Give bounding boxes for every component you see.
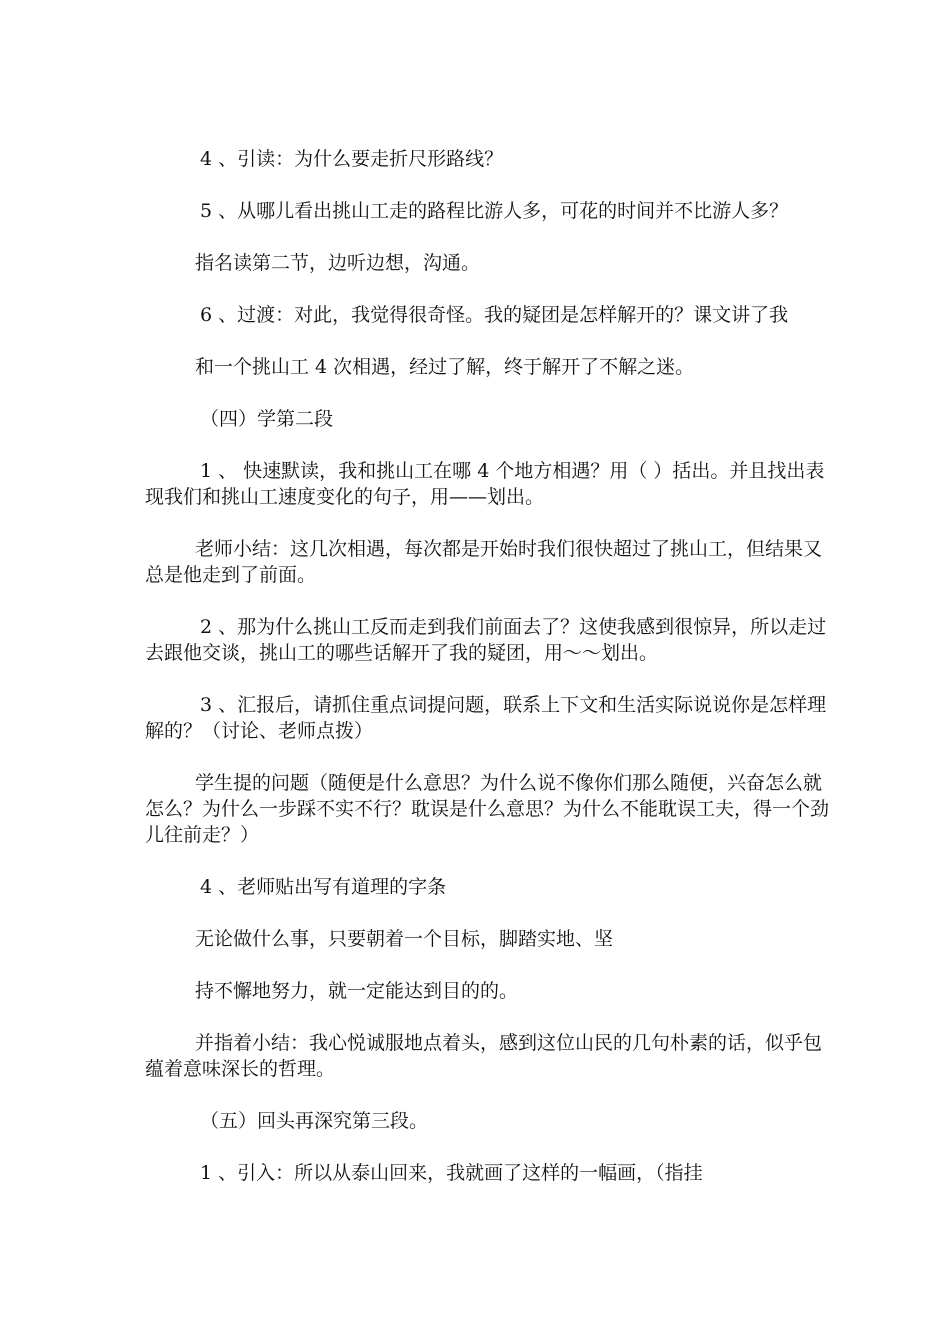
paragraph-step-3: 3 、汇报后，请抓住重点词提问题，联系上下文和生活实际说说你是怎样理解的？（讨论、老师点拨）: [145, 694, 827, 742]
paragraph-question-5: 5 、从哪儿看出挑山工走的路程比游人多，可花的时间并不比游人多？: [200, 200, 789, 222]
paragraph-question-4: 4 、引读：为什么要走折尺形路线？: [200, 148, 504, 170]
paragraph-step-4: 4 、老师贴出写有道理的字条: [200, 876, 447, 898]
paragraph-step-1: 1 、 快速默读，我和挑山工在哪 4 个地方相遇？用（ ）括出。并且找出表现我们和挑山工速度变化的句子，用——划出。: [145, 460, 825, 508]
section-heading-5: （五）回头再深究第三段。: [200, 1110, 429, 1132]
paragraph-teacher-summary: 老师小结：这几次相遇，每次都是开始时我们很快超过了挑山工，但结果又总是他走到了前面。: [145, 538, 823, 586]
paragraph-principle-line-1: 无论做什么事，只要朝着一个目标，脚踏实地、坚: [195, 928, 614, 950]
paragraph-student-questions: 学生提的问题（随便是什么意思？为什么说不像你们那么随便，兴奋怎么就怎么？为什么一步踩不实不行？耽误是什么意思？为什么不能耽误工夫，得一个劲儿往前走？）: [145, 772, 830, 846]
paragraph-principle-line-2: 持不懈地努力，就一定能达到目的的。: [195, 980, 519, 1002]
paragraph-step-2: 2 、那为什么挑山工反而走到我们前面去了？这使我感到很惊异，所以走过去跟他交谈，挑山工的哪些话解开了我的疑团，用～～划出。: [145, 616, 827, 664]
paragraph-transition-6: 6 、过渡：对此，我觉得很奇怪。我的疑团是怎样解开的？课文讲了我: [200, 304, 789, 326]
paragraph-intro-1: 1 、引入：所以从泰山回来，我就画了这样的一幅画，（指挂: [200, 1162, 703, 1184]
paragraph-reading-instruction: 指名读第二节，边听边想，沟通。: [195, 252, 481, 274]
section-heading-4: （四）学第二段: [200, 408, 334, 430]
paragraph-transition-continued: 和一个挑山工 4 次相遇，经过了解，终于解开了不解之迷。: [195, 356, 695, 378]
document-body: [145, 146, 835, 1186]
paragraph-conclusion: 并指着小结：我心悦诚服地点着头，感到这位山民的几句朴素的话，似乎包蕴着意味深长的哲理。: [145, 1032, 823, 1080]
